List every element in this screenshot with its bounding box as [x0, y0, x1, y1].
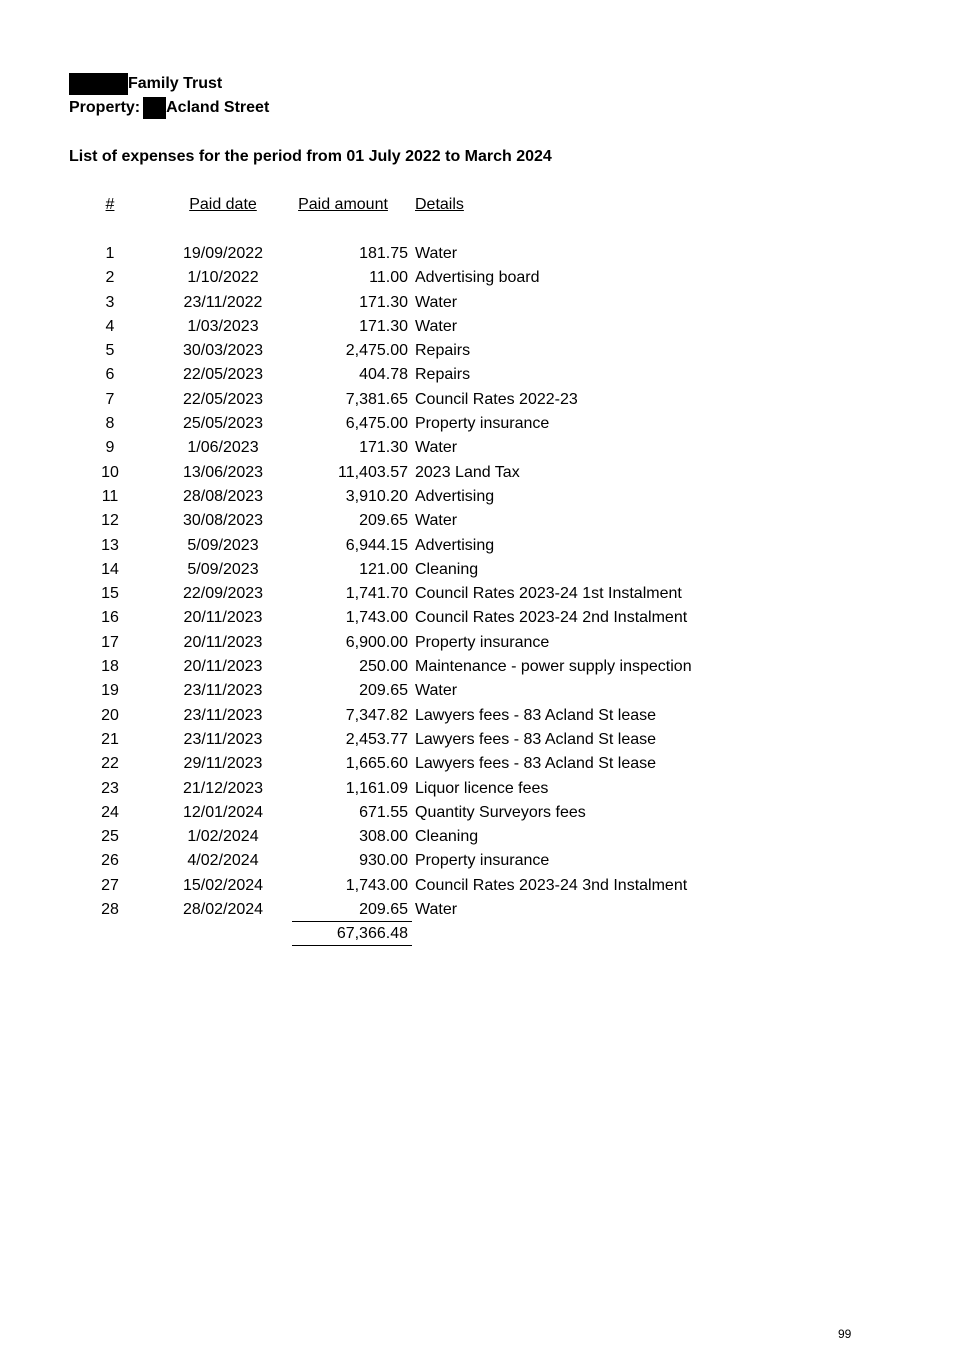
expense-table: [0, 242, 956, 922]
table-row: [0, 704, 956, 728]
row-details: Quantity Surveyors fees: [415, 803, 586, 821]
row-paid-date: 21/12/2023: [182, 779, 264, 797]
row-paid-amount: 209.65: [359, 682, 408, 700]
row-paid-date: 4/02/2024: [187, 852, 259, 870]
row-details: Water: [415, 317, 458, 335]
row-paid-amount: 121.00: [359, 560, 408, 578]
row-paid-date: 29/11/2023: [183, 755, 263, 773]
column-header-number: #: [105, 196, 115, 213]
row-paid-date: 5/09/2023: [187, 560, 259, 578]
row-number: 19: [101, 682, 119, 700]
table-row: [0, 242, 956, 266]
table-row: [0, 485, 956, 509]
row-paid-date: 22/05/2023: [182, 366, 264, 384]
row-number: 17: [101, 633, 119, 651]
table-row: [0, 801, 956, 825]
table-row: [0, 315, 956, 339]
row-paid-date: 1/10/2022: [187, 269, 259, 287]
row-paid-amount: 671.55: [359, 803, 408, 821]
row-number: 23: [101, 779, 119, 797]
row-number: 20: [101, 706, 119, 724]
table-row: [0, 849, 956, 873]
table-row: [0, 461, 956, 485]
row-paid-amount: 171.30: [359, 439, 408, 457]
row-paid-date: 1/02/2024: [187, 828, 259, 846]
row-number: 24: [101, 803, 119, 821]
column-header-details: Details: [415, 196, 464, 213]
row-paid-date: 1/03/2023: [187, 317, 259, 335]
column-header-paid-amount: Paid amount: [298, 196, 388, 213]
row-details: Lawyers fees - 83 Acland St lease: [415, 706, 657, 724]
row-paid-date: 23/11/2023: [183, 682, 263, 700]
row-paid-amount: 11.00: [369, 269, 408, 287]
row-details: Council Rates 2023-24 3nd Instalment: [415, 876, 688, 894]
row-number: 5: [105, 342, 115, 360]
row-details: Property insurance: [415, 852, 550, 870]
row-paid-date: 30/03/2023: [182, 342, 264, 360]
row-number: 15: [101, 585, 119, 603]
row-paid-amount: 6,944.15: [345, 536, 408, 554]
row-number: 25: [101, 828, 119, 846]
table-row: [0, 558, 956, 582]
table-row: [0, 752, 956, 776]
table-row: [0, 777, 956, 801]
row-paid-date: 28/08/2023: [182, 487, 264, 505]
row-paid-amount: 2,453.77: [345, 730, 408, 748]
total-rule-bottom: [292, 945, 412, 946]
table-row: [0, 631, 956, 655]
row-paid-amount: 181.75: [359, 245, 408, 262]
table-row: [0, 898, 956, 922]
row-details: Lawyers fees - 83 Acland St lease: [415, 730, 657, 748]
property-label: Property:: [69, 99, 141, 116]
row-paid-date: 22/05/2023: [182, 390, 264, 408]
row-paid-date: 20/11/2023: [183, 633, 263, 651]
property-street: Acland Street: [166, 99, 270, 116]
row-details: Water: [415, 512, 458, 530]
row-paid-date: 12/01/2024: [182, 803, 264, 821]
property-line: [69, 97, 269, 119]
row-number: 16: [101, 609, 119, 627]
row-paid-amount: 209.65: [359, 901, 408, 919]
row-paid-date: 23/11/2022: [183, 293, 263, 311]
row-details: Council Rates 2022-23: [415, 390, 578, 408]
row-details: Repairs: [415, 366, 471, 384]
row-details: Advertising: [415, 487, 495, 505]
table-row: [0, 655, 956, 679]
table-row: [0, 606, 956, 630]
row-paid-amount: 1,743.00: [345, 609, 408, 627]
row-details: Water: [415, 293, 458, 311]
row-paid-amount: 171.30: [359, 317, 408, 335]
table-row: [0, 412, 956, 436]
row-number: 13: [101, 536, 119, 554]
row-paid-date: 28/02/2024: [182, 901, 264, 919]
row-paid-date: 19/09/2022: [182, 245, 264, 262]
row-paid-date: 22/09/2023: [182, 585, 264, 603]
table-row: [0, 825, 956, 849]
row-number: 22: [101, 755, 119, 773]
trust-name-line: [69, 73, 222, 95]
row-paid-date: 20/11/2023: [183, 609, 263, 627]
row-paid-amount: 6,900.00: [345, 633, 408, 651]
row-paid-amount: 308.00: [359, 828, 408, 846]
table-row: [0, 534, 956, 558]
row-paid-amount: 1,665.60: [345, 755, 408, 773]
row-number: 26: [101, 852, 119, 870]
row-paid-amount: 11,403.57: [338, 463, 408, 481]
row-paid-date: 20/11/2023: [183, 658, 263, 676]
row-details: Advertising: [415, 536, 495, 554]
row-paid-amount: 1,161.09: [345, 779, 408, 797]
row-number: 1: [105, 245, 115, 262]
redaction-block: [69, 73, 128, 95]
row-paid-date: 30/08/2023: [182, 512, 264, 530]
row-paid-amount: 1,743.00: [345, 876, 408, 894]
table-row: [0, 363, 956, 387]
row-number: 28: [101, 901, 119, 919]
row-paid-date: 13/06/2023: [182, 463, 264, 481]
row-paid-date: 15/02/2024: [182, 876, 264, 894]
row-paid-amount: 2,475.00: [345, 342, 408, 360]
row-number: 8: [105, 415, 115, 433]
table-row: [0, 679, 956, 703]
table-row: [0, 874, 956, 898]
row-number: 4: [105, 317, 115, 335]
trust-name: Family Trust: [128, 75, 223, 92]
table-row: [0, 339, 956, 363]
row-details: Lawyers fees - 83 Acland St lease: [415, 755, 657, 773]
row-number: 12: [101, 512, 119, 530]
row-details: Property insurance: [415, 633, 550, 651]
row-details: Repairs: [415, 342, 471, 360]
row-paid-amount: 930.00: [359, 852, 408, 870]
table-row: [0, 388, 956, 412]
row-details: 2023 Land Tax: [415, 463, 520, 481]
row-number: 6: [105, 366, 115, 384]
row-paid-amount: 209.65: [359, 512, 408, 530]
row-details: Water: [415, 439, 458, 457]
row-number: 2: [105, 269, 115, 287]
table-row: [0, 291, 956, 315]
row-details: Water: [415, 245, 458, 262]
row-details: Cleaning: [415, 560, 479, 578]
row-details: Water: [415, 901, 458, 919]
period-title: List of expenses for the period from 01 July 2022 to March 2024: [69, 148, 552, 165]
row-paid-amount: 7,347.82: [345, 706, 408, 724]
row-number: 9: [105, 439, 115, 457]
row-paid-amount: 3,910.20: [345, 487, 408, 505]
row-details: Maintenance - power supply inspection: [415, 658, 692, 676]
table-row: [0, 728, 956, 752]
row-number: 3: [105, 293, 115, 311]
row-details: Cleaning: [415, 828, 479, 846]
row-paid-amount: 171.30: [359, 293, 408, 311]
row-number: 10: [101, 463, 119, 481]
row-paid-date: 5/09/2023: [187, 536, 259, 554]
row-paid-amount: 404.78: [359, 366, 408, 384]
page-number: 99: [838, 1327, 852, 1341]
table-row: [0, 509, 956, 533]
column-header-paid-date: Paid date: [189, 196, 257, 213]
table-row: [0, 266, 956, 290]
row-paid-amount: 7,381.65: [345, 390, 408, 408]
row-details: Advertising board: [415, 269, 540, 287]
table-row: [0, 436, 956, 460]
row-details: Liquor licence fees: [415, 779, 549, 797]
row-number: 14: [101, 560, 119, 578]
row-details: Water: [415, 682, 458, 700]
total-amount: 67,366.48: [336, 925, 408, 942]
row-details: Property insurance: [415, 415, 550, 433]
row-paid-amount: 6,475.00: [345, 415, 408, 433]
row-number: 11: [101, 487, 119, 505]
row-details: Council Rates 2023-24 2nd Instalment: [415, 609, 688, 627]
row-paid-date: 1/06/2023: [187, 439, 259, 457]
redaction-block: [143, 97, 166, 119]
row-number: 7: [105, 390, 115, 408]
row-number: 18: [101, 658, 119, 676]
row-paid-date: 25/05/2023: [182, 415, 264, 433]
table-row: [0, 582, 956, 606]
row-number: 21: [101, 730, 119, 748]
row-paid-amount: 250.00: [359, 658, 408, 676]
row-paid-date: 23/11/2023: [183, 730, 263, 748]
row-paid-amount: 1,741.70: [345, 585, 408, 603]
row-number: 27: [101, 876, 119, 894]
row-paid-date: 23/11/2023: [183, 706, 263, 724]
row-details: Council Rates 2023-24 1st Instalment: [415, 585, 682, 603]
